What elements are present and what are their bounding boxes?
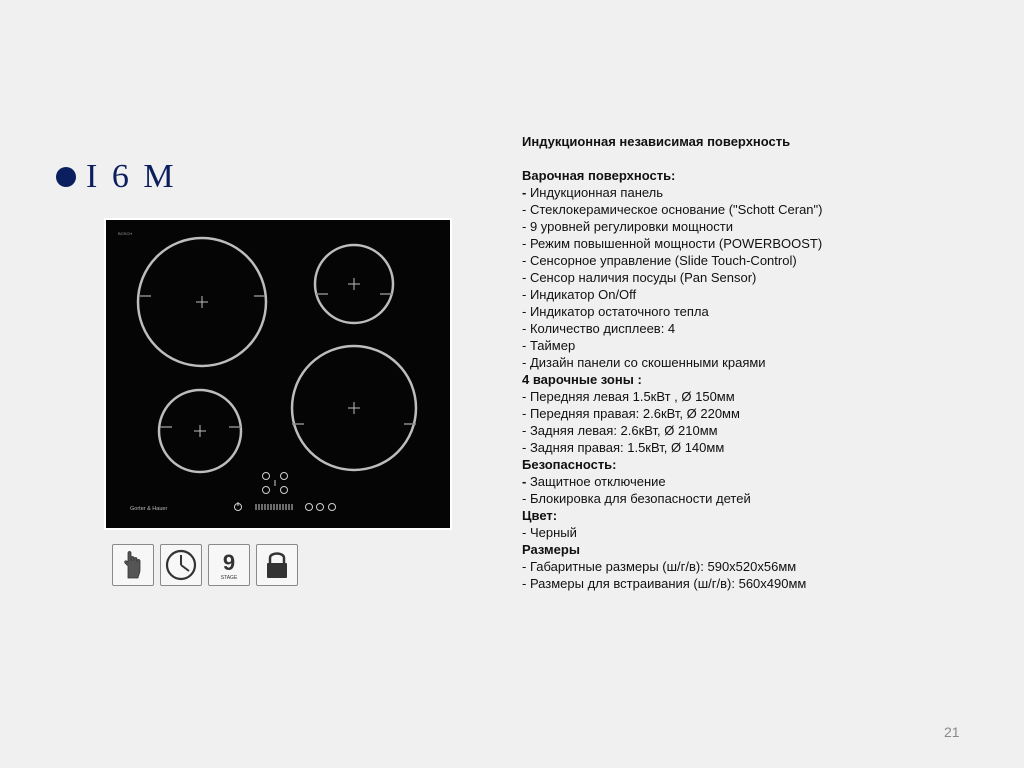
spec-line: - Размеры для встраивания (ш/г/в): 560х490мм	[522, 576, 807, 591]
hand-touch-icon	[112, 544, 154, 586]
size-heading: Размеры	[522, 542, 580, 557]
hob-brand-mark: BOSCH	[118, 231, 133, 236]
spec-line: - Задняя левая: 2.6кВт, Ø 210мм	[522, 423, 718, 438]
nine-levels-caption: STAGE	[220, 575, 238, 581]
nine-levels-icon	[208, 544, 250, 586]
spec-line: - Габаритные размеры (ш/г/в): 590х520х56мм	[522, 559, 797, 574]
hob-heading: Варочная поверхность:	[522, 168, 676, 183]
spec-line: - Таймер	[522, 338, 576, 353]
spec-line: - Передняя левая 1.5кВт , Ø 150мм	[522, 389, 735, 404]
hob-maker-label: Gorter & Hauer	[130, 506, 168, 512]
bullet-dot	[56, 167, 76, 187]
color-heading: Цвет:	[522, 508, 558, 523]
nine-levels-number: 9	[222, 550, 236, 575]
spec-line: - Индикатор On/Off	[522, 287, 637, 302]
clock-icon	[160, 544, 202, 586]
spec-line: - Стеклокерамическое основание ("Schott Ceran")	[522, 202, 823, 217]
spec-line: - Передняя правая: 2.6кВт, Ø 220мм	[522, 406, 740, 421]
lock-icon	[256, 544, 298, 586]
spec-line: - 9 уровней регулировки мощности	[522, 219, 733, 234]
safety-heading: Безопасность:	[522, 457, 617, 472]
spec-line: - Сенсорное управление (Slide Touch-Control)	[522, 253, 797, 268]
spec-line: - Задняя правая: 1.5кВт, Ø 140мм	[522, 440, 725, 455]
spec-line: - Защитное отключение	[522, 474, 666, 489]
spec-line: - Дизайн панели со скошенными краями	[522, 355, 766, 370]
product-type: Индукционная независимая поверхность	[522, 134, 791, 149]
spec-line: - Режим повышенной мощности (POWERBOOST)	[522, 236, 823, 251]
spec-line: - Индукционная панель	[522, 185, 664, 200]
page-number: 21	[944, 724, 960, 740]
spec-line: - Блокировка для безопасности детей	[522, 491, 751, 506]
spec-list	[522, 133, 822, 592]
model-name: I 6 M	[86, 158, 177, 195]
spec-line: - Индикатор остаточного тепла	[522, 304, 709, 319]
spec-line: - Количество дисплеев: 4	[522, 321, 676, 336]
zones-heading: 4 варочные зоны :	[522, 372, 642, 387]
feature-icons	[112, 544, 298, 586]
hob-image	[104, 218, 452, 530]
spec-line: - Черный	[522, 525, 577, 540]
slide-title	[56, 158, 177, 196]
spec-line: - Сенсор наличия посуды (Pan Sensor)	[522, 270, 757, 285]
